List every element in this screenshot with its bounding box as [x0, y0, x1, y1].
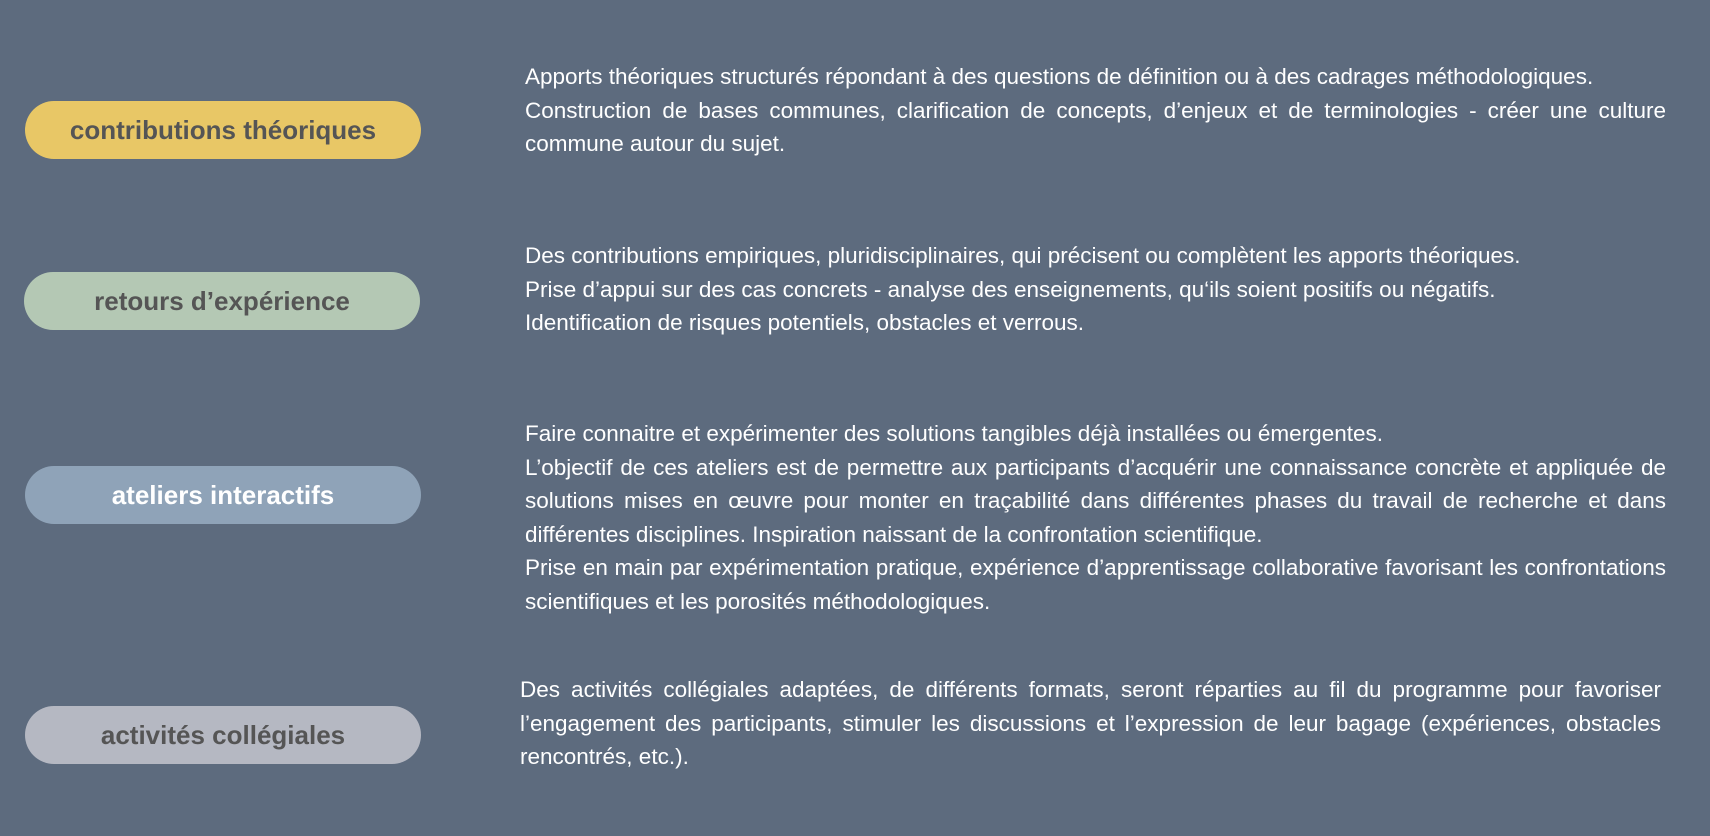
pill-retours-experience	[24, 272, 420, 330]
paragraph: Prise en main par expérimentation pratique, expérience d’apprentissage collaborative favorisant les confrontations scientifiques et les porosités méthodologiques.	[525, 555, 1666, 614]
paragraph: Identification de risques potentiels, obstacles et verrous.	[525, 310, 1085, 335]
pill-ateliers-interactifs	[25, 466, 421, 524]
pill-activites-collegiales	[25, 706, 421, 764]
pill-label: ateliers interactifs	[111, 479, 335, 510]
description-ateliers-interactifs	[525, 417, 1666, 618]
description-retours-experience	[525, 239, 1666, 340]
pill-contributions-theoriques	[25, 101, 421, 159]
pill-label: contributions théoriques	[69, 114, 377, 145]
paragraph: L’objectif de ces ateliers est de permettre aux participants d’acquérir une connaissance concrète et appliquée de solutions mises en œuvre pour monter en traçabilité dans différentes phases du travail de recherche et dans différentes disciplines. Inspiration naissant de la confrontation scientifique.	[525, 454, 1666, 547]
paragraph: Apports théoriques structurés répondant à des questions de définition ou à des cadrages méthodologiques.	[525, 64, 1594, 89]
paragraph: Des contributions empiriques, pluridisciplinaires, qui précisent ou complètent les apports théoriques.	[525, 243, 1521, 268]
pill-label: retours d’expérience	[94, 285, 350, 316]
paragraph: Des activités collégiales adaptées, de différents formats, seront réparties au fil du programme pour favoriser l’engagement des participants, stimuler les discussions et l’expression de leur bagage (expériences, obstacles rencontrés, etc.).	[520, 677, 1661, 769]
paragraph: Prise d’appui sur des cas concrets - analyse des enseignements, qu‘ils soient positifs ou négatifs.	[525, 276, 1496, 302]
paragraph: Faire connaitre et expérimenter des solutions tangibles déjà installées ou émergentes.	[525, 421, 1383, 446]
paragraph: Construction de bases communes, clarification de concepts, d’enjeux et de terminologies - créer une culture commune autour du sujet.	[525, 97, 1666, 156]
pill-label: activités collégiales	[100, 719, 346, 750]
description-activites-collegiales	[520, 673, 1661, 774]
description-contributions-theoriques	[525, 60, 1666, 161]
